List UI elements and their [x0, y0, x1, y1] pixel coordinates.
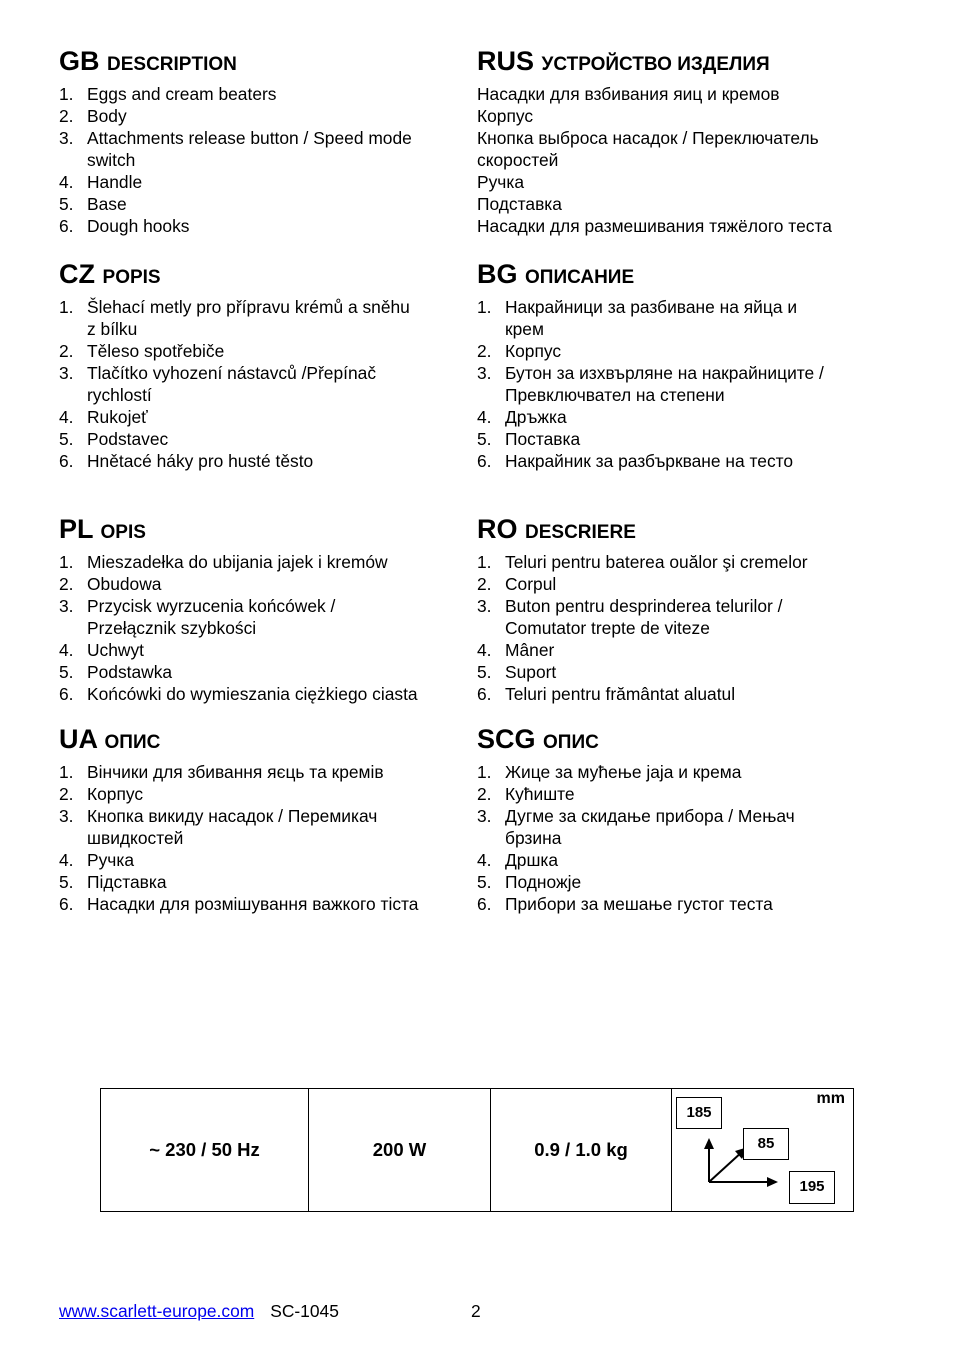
section-bg — [477, 259, 897, 472]
language-code: GB — [59, 46, 100, 76]
item-number: 3. — [59, 363, 74, 383]
footer — [59, 1301, 481, 1322]
list-item — [477, 573, 897, 595]
item-number: 2. — [59, 784, 74, 804]
item-text: Подножје — [505, 872, 582, 892]
list-item — [477, 871, 897, 893]
item-text: Przycisk wyrzucenia końcówek / — [87, 596, 336, 616]
item-number: 2. — [477, 341, 492, 361]
item-text: Кнопка выброса насадок / Переключатель — [477, 128, 819, 148]
item-text: Tlačítko vyhození nástavců /Přepínač — [87, 363, 377, 383]
item-number — [477, 617, 505, 639]
list-item — [59, 783, 479, 805]
language-code: RUS — [477, 46, 535, 76]
dimension-height: 185 — [676, 1097, 722, 1129]
item-number: 4. — [59, 850, 74, 870]
item-number: 5. — [477, 662, 492, 682]
item-text: Obudowa — [87, 574, 162, 594]
list-item — [59, 683, 479, 705]
list-item — [477, 661, 897, 683]
list-item — [59, 805, 479, 827]
list-item — [59, 893, 479, 915]
item-number: 4. — [477, 850, 492, 870]
parts-list — [477, 551, 897, 705]
item-number: 1. — [477, 297, 492, 317]
item-number: 4. — [477, 407, 492, 427]
website-link[interactable]: www.scarlett-europe.com — [59, 1301, 255, 1321]
section-title: ОПИС — [104, 732, 161, 753]
section-heading — [59, 514, 479, 548]
language-code: SCG — [477, 724, 536, 754]
item-text: Бутон за изхвърляне на накрайниците / — [505, 363, 824, 383]
parts-list — [59, 83, 479, 237]
item-number — [477, 827, 505, 849]
section-heading — [59, 46, 479, 80]
list-item — [477, 551, 897, 573]
list-item — [59, 193, 479, 215]
spec-table — [100, 1088, 854, 1212]
item-text: Подставка — [477, 194, 562, 214]
item-number: 3. — [477, 363, 492, 383]
section-title: УСТРОЙСТВО ИЗДЕЛИЯ — [541, 54, 770, 75]
item-text: Hnětacé háky pro husté těsto — [87, 451, 314, 471]
item-text: крем — [505, 319, 544, 339]
list-item — [477, 83, 897, 105]
item-text: Suport — [505, 662, 557, 682]
section-title: DESCRIPTION — [107, 54, 237, 75]
list-item — [477, 639, 897, 661]
list-item — [59, 573, 479, 595]
spec-weight: 0.9 / 1.0 kg — [491, 1089, 672, 1211]
list-item — [477, 318, 897, 340]
language-code: PL — [59, 514, 94, 544]
list-item — [59, 362, 479, 384]
list-item — [59, 595, 479, 617]
language-code: CZ — [59, 259, 95, 289]
page-number: 2 — [471, 1301, 481, 1321]
item-text: Корпус — [87, 784, 144, 804]
item-number — [59, 384, 87, 406]
item-text: Teluri pentru frământat aluatul — [505, 684, 736, 704]
section-title: ОПИС — [543, 732, 599, 753]
parts-list — [477, 761, 897, 915]
item-text: Dough hooks — [87, 216, 190, 236]
item-text: Насадки для розмішування важкого тіста — [87, 894, 419, 914]
item-number: 3. — [477, 596, 492, 616]
spec-voltage: ~ 230 / 50 Hz — [101, 1089, 309, 1211]
item-text: Корпус — [477, 106, 534, 126]
section-heading — [477, 514, 897, 548]
spec-dimensions — [672, 1089, 853, 1211]
item-text: Поставка — [505, 429, 581, 449]
item-text: Жице за мућење јаја и крема — [505, 762, 742, 782]
dimension-length: 195 — [789, 1171, 835, 1204]
list-item — [477, 193, 897, 215]
list-item — [477, 171, 897, 193]
list-item — [477, 617, 897, 639]
item-number: 5. — [59, 194, 74, 214]
item-number: 6. — [59, 216, 74, 236]
list-item — [477, 149, 897, 171]
item-number: 5. — [59, 872, 74, 892]
item-text: Teluri pentru baterea ouălor şi cremelor — [505, 552, 808, 572]
model-number: SC-1045 — [270, 1301, 339, 1321]
list-item — [477, 296, 897, 318]
item-text: z bílku — [87, 319, 138, 339]
section-title: OPIS — [100, 522, 146, 543]
item-number: 1. — [59, 84, 74, 104]
section-heading — [59, 259, 479, 293]
item-number: 4. — [59, 172, 74, 192]
list-item — [59, 340, 479, 362]
dimension-width: 85 — [743, 1128, 789, 1160]
item-number: 6. — [59, 894, 74, 914]
list-item — [59, 827, 479, 849]
item-text: Прибори за мешање густог теста — [505, 894, 773, 914]
item-text: Насадки для взбивания яиц и кремов — [477, 84, 780, 104]
item-number: 1. — [59, 762, 74, 782]
item-number: 1. — [59, 552, 74, 572]
section-heading — [477, 724, 897, 758]
section-cz — [59, 259, 479, 472]
list-item — [59, 215, 479, 237]
item-text: rychlostí — [87, 385, 152, 405]
item-text: Corpul — [505, 574, 557, 594]
item-text: брзина — [505, 828, 562, 848]
language-code: RO — [477, 514, 518, 544]
item-text: Comutator trepte de viteze — [505, 618, 710, 638]
item-text: Кнопка викиду насадок / Перемикач — [87, 806, 378, 826]
item-number: 2. — [59, 106, 74, 126]
list-item — [477, 450, 897, 472]
item-text: Uchwyt — [87, 640, 145, 660]
item-number — [59, 318, 87, 340]
item-number — [59, 617, 87, 639]
section-title: DESCRIERE — [525, 522, 636, 543]
item-text: Attachments release button / Speed mode — [87, 128, 412, 148]
item-text: Ручка — [87, 850, 135, 870]
item-text: Кућиште — [505, 784, 575, 804]
item-number: 2. — [59, 574, 74, 594]
list-item — [59, 171, 479, 193]
item-number: 1. — [59, 297, 74, 317]
list-item — [59, 296, 479, 318]
item-text: Корпус — [505, 341, 562, 361]
spec-power: 200 W — [309, 1089, 491, 1211]
list-item — [59, 83, 479, 105]
list-item — [59, 661, 479, 683]
item-text: Podstavec — [87, 429, 169, 449]
list-item — [477, 683, 897, 705]
item-text: Podstawka — [87, 662, 173, 682]
item-text: Mieszadełka do ubijania jajek i kremów — [87, 552, 388, 572]
dimension-unit: mm — [816, 1090, 845, 1107]
item-text: Šlehací metly pro přípravu krémů a sněhu — [87, 297, 410, 317]
item-number: 4. — [477, 640, 492, 660]
item-text: Base — [87, 194, 127, 214]
list-item — [59, 428, 479, 450]
item-number: 2. — [59, 341, 74, 361]
item-number: 6. — [477, 451, 492, 471]
item-text: Rukojeť — [87, 407, 148, 427]
item-text: Przełącznik szybkości — [87, 618, 257, 638]
list-item — [59, 105, 479, 127]
list-item — [59, 849, 479, 871]
section-ro — [477, 514, 897, 705]
item-number: 6. — [477, 894, 492, 914]
language-code: UA — [59, 724, 97, 754]
list-item — [477, 827, 897, 849]
item-number: 1. — [477, 552, 492, 572]
item-number: 5. — [477, 429, 492, 449]
parts-list — [477, 296, 897, 472]
list-item — [477, 340, 897, 362]
section-rus — [477, 46, 897, 237]
item-text: Handle — [87, 172, 143, 192]
list-item — [59, 551, 479, 573]
list-item — [477, 384, 897, 406]
item-text: Těleso spotřebiče — [87, 341, 225, 361]
list-item — [477, 761, 897, 783]
list-item — [59, 384, 479, 406]
section-ua — [59, 724, 479, 915]
list-item — [59, 617, 479, 639]
list-item — [59, 639, 479, 661]
list-item — [477, 215, 897, 237]
section-heading — [477, 46, 897, 80]
item-number: 6. — [59, 451, 74, 471]
item-number: 5. — [477, 872, 492, 892]
section-title: POPIS — [102, 267, 161, 288]
item-number: 6. — [477, 684, 492, 704]
item-number: 3. — [59, 128, 74, 148]
item-number: 4. — [59, 407, 74, 427]
item-number: 3. — [59, 806, 74, 826]
list-item — [59, 149, 479, 171]
section-pl — [59, 514, 479, 705]
item-text: Превключвател на степени — [505, 385, 725, 405]
parts-list — [59, 296, 479, 472]
item-text: Mâner — [505, 640, 555, 660]
item-number: 6. — [59, 684, 74, 704]
item-text: скоростей — [477, 150, 559, 170]
item-number: 2. — [477, 574, 492, 594]
item-text: Дугме за скидање прибора / Мењач — [505, 806, 795, 826]
item-text: Накрайници за разбиване на яйца и — [505, 297, 798, 317]
list-item — [59, 871, 479, 893]
section-scg — [477, 724, 897, 915]
item-number — [477, 384, 505, 406]
item-text: Buton pentru desprinderea telurilor / — [505, 596, 783, 616]
list-item — [477, 849, 897, 871]
section-heading — [477, 259, 897, 293]
item-number: 5. — [59, 429, 74, 449]
list-item — [477, 406, 897, 428]
item-number: 3. — [477, 806, 492, 826]
list-item — [477, 362, 897, 384]
parts-list — [59, 551, 479, 705]
item-text: Body — [87, 106, 127, 126]
language-code: BG — [477, 259, 518, 289]
item-number: 3. — [59, 596, 74, 616]
parts-list — [477, 83, 897, 237]
item-text: Końcówki do wymieszania ciężkiego ciasta — [87, 684, 418, 704]
section-title: ОПИСАНИЕ — [525, 267, 635, 288]
item-text: Ручка — [477, 172, 525, 192]
item-number — [477, 318, 505, 340]
item-text: Eggs and cream beaters — [87, 84, 277, 104]
item-text: Дршка — [505, 850, 559, 870]
section-heading — [59, 724, 479, 758]
list-item — [477, 105, 897, 127]
list-item — [477, 805, 897, 827]
list-item — [59, 450, 479, 472]
list-item — [477, 428, 897, 450]
list-item — [477, 783, 897, 805]
item-number — [59, 827, 87, 849]
item-text: Насадки для размешивания тяжёлого теста — [477, 216, 832, 236]
item-number: 5. — [59, 662, 74, 682]
list-item — [59, 318, 479, 340]
item-text: Дръжка — [505, 407, 567, 427]
list-item — [477, 127, 897, 149]
list-item — [477, 893, 897, 915]
parts-list — [59, 761, 479, 915]
item-text: Підставка — [87, 872, 167, 892]
item-text: Накрайник за разбъркване на тесто — [505, 451, 794, 471]
list-item — [477, 595, 897, 617]
item-number: 4. — [59, 640, 74, 660]
item-number: 1. — [477, 762, 492, 782]
item-number: 2. — [477, 784, 492, 804]
item-number — [59, 149, 87, 171]
item-text: switch — [87, 150, 136, 170]
item-text: Вінчики для збивання яєць та кремів — [87, 762, 384, 782]
list-item — [59, 127, 479, 149]
list-item — [59, 406, 479, 428]
section-gb — [59, 46, 479, 237]
list-item — [59, 761, 479, 783]
item-text: швидкостей — [87, 828, 184, 848]
